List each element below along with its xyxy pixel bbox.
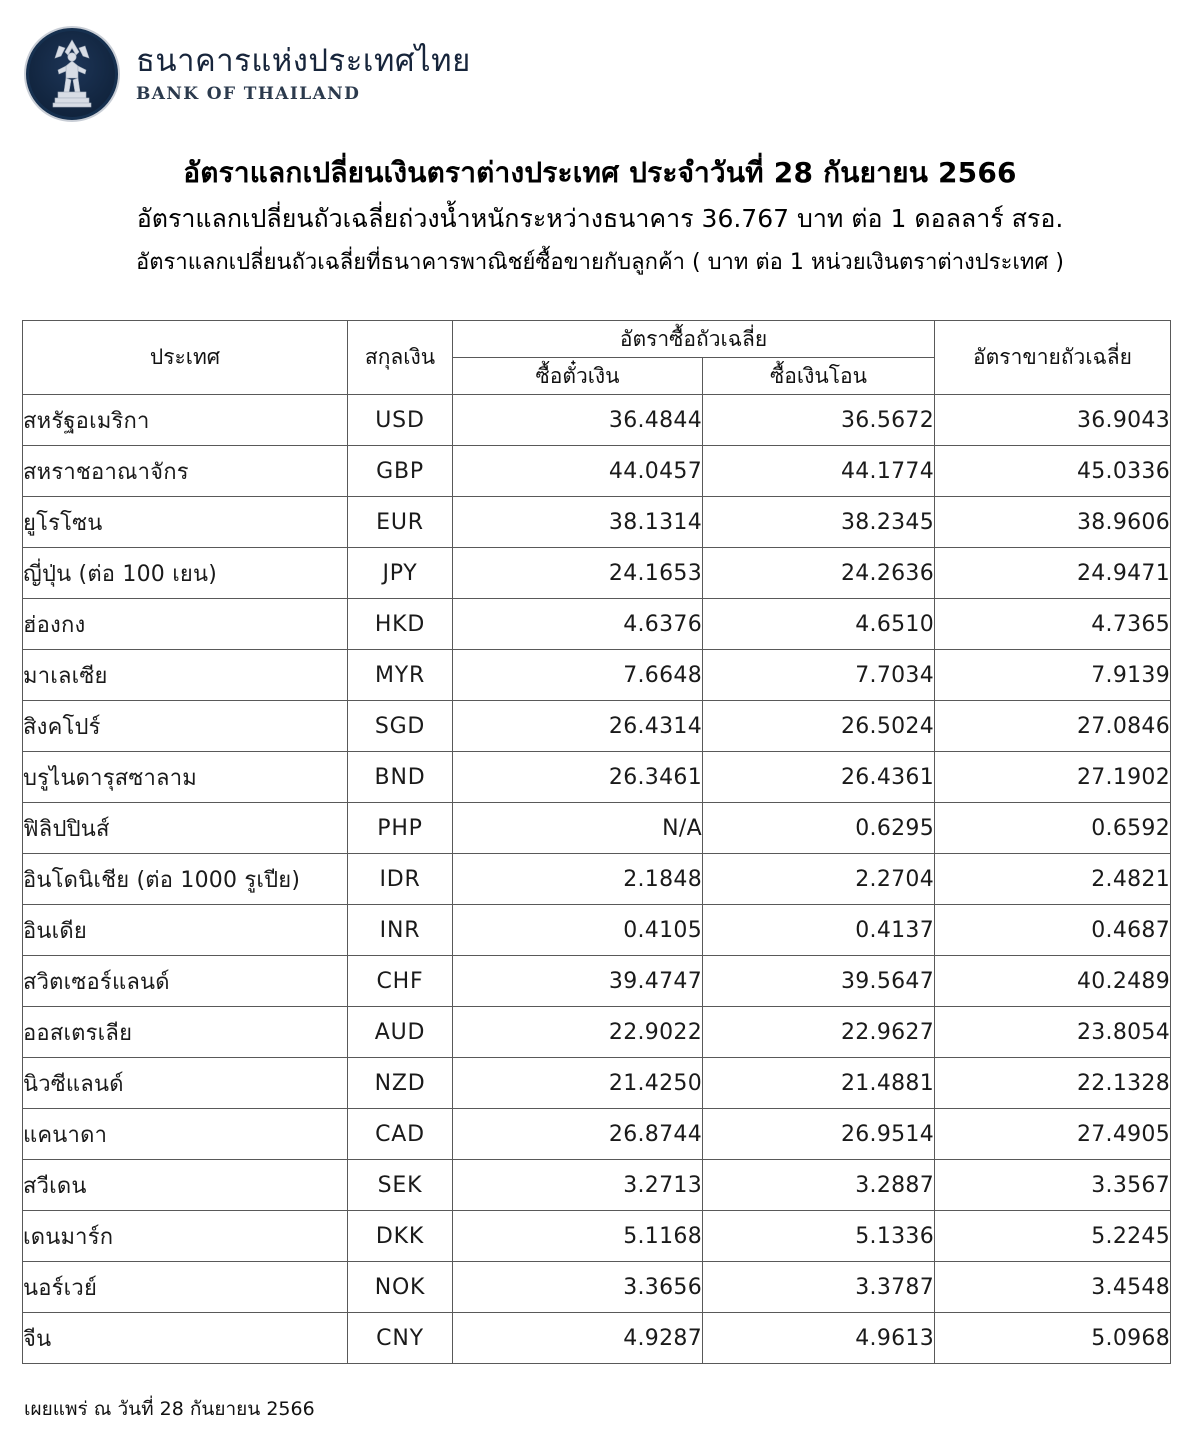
cell-buy-transfer-rate: 21.4881 xyxy=(703,1058,935,1109)
cell-buy-bill-rate: 4.6376 xyxy=(453,599,703,650)
cell-buy-bill-rate: 2.1848 xyxy=(453,854,703,905)
cell-buy-bill-rate: 4.9287 xyxy=(453,1313,703,1364)
brand-name-thai: ธนาคารแห่งประเทศไทย xyxy=(136,43,471,80)
cell-buy-transfer-rate: 2.2704 xyxy=(703,854,935,905)
cell-currency-code: SGD xyxy=(348,701,453,752)
table-row xyxy=(23,1262,1171,1313)
brand-header xyxy=(24,26,471,122)
table-row xyxy=(23,701,1171,752)
cell-buy-transfer-rate: 26.9514 xyxy=(703,1109,935,1160)
cell-sell-rate: 0.4687 xyxy=(935,905,1171,956)
cell-sell-rate: 27.0846 xyxy=(935,701,1171,752)
cell-currency-code: CAD xyxy=(348,1109,453,1160)
cell-country: ฟิลิปปินส์ xyxy=(23,803,348,854)
cell-buy-transfer-rate: 0.6295 xyxy=(703,803,935,854)
cell-country: เดนมาร์ก xyxy=(23,1211,348,1262)
cell-country: อินโดนิเชีย (ต่อ 1000 รูเปีย) xyxy=(23,854,348,905)
cell-buy-transfer-rate: 26.5024 xyxy=(703,701,935,752)
exchange-rate-table-container xyxy=(22,320,1170,1364)
table-header xyxy=(23,321,1171,395)
cell-country: สวีเดน xyxy=(23,1160,348,1211)
cell-currency-code: MYR xyxy=(348,650,453,701)
cell-buy-bill-rate: 21.4250 xyxy=(453,1058,703,1109)
cell-sell-rate: 24.9471 xyxy=(935,548,1171,599)
table-body xyxy=(23,395,1171,1364)
cell-sell-rate: 3.4548 xyxy=(935,1262,1171,1313)
cell-sell-rate: 23.8054 xyxy=(935,1007,1171,1058)
table-row xyxy=(23,599,1171,650)
cell-buy-transfer-rate: 24.2636 xyxy=(703,548,935,599)
cell-sell-rate: 5.0968 xyxy=(935,1313,1171,1364)
cell-sell-rate: 36.9043 xyxy=(935,395,1171,446)
cell-buy-transfer-rate: 3.3787 xyxy=(703,1262,935,1313)
brand-name-english: BANK OF THAILAND xyxy=(136,83,361,104)
table-row xyxy=(23,1109,1171,1160)
column-header-buy-transfer: ซื้อเงินโอน xyxy=(703,358,935,395)
cell-sell-rate: 40.2489 xyxy=(935,956,1171,1007)
column-header-sell-average: อัตราขายถัวเฉลี่ย xyxy=(935,321,1171,395)
cell-country: สวิตเซอร์แลนด์ xyxy=(23,956,348,1007)
table-row xyxy=(23,1160,1171,1211)
cell-sell-rate: 0.6592 xyxy=(935,803,1171,854)
cell-currency-code: DKK xyxy=(348,1211,453,1262)
cell-sell-rate: 27.1902 xyxy=(935,752,1171,803)
cell-buy-bill-rate: 24.1653 xyxy=(453,548,703,599)
table-row xyxy=(23,1058,1171,1109)
cell-sell-rate: 27.4905 xyxy=(935,1109,1171,1160)
cell-country: ฮ่องกง xyxy=(23,599,348,650)
column-header-currency: สกุลเงิน xyxy=(348,321,453,395)
table-row xyxy=(23,548,1171,599)
cell-currency-code: NOK xyxy=(348,1262,453,1313)
cell-country: แคนาดา xyxy=(23,1109,348,1160)
cell-currency-code: INR xyxy=(348,905,453,956)
cell-buy-transfer-rate: 0.4137 xyxy=(703,905,935,956)
cell-country: นอร์เวย์ xyxy=(23,1262,348,1313)
cell-buy-bill-rate: 36.4844 xyxy=(453,395,703,446)
cell-buy-transfer-rate: 5.1336 xyxy=(703,1211,935,1262)
bank-of-thailand-seal-icon xyxy=(24,26,120,122)
cell-buy-bill-rate: 22.9022 xyxy=(453,1007,703,1058)
cell-currency-code: CNY xyxy=(348,1313,453,1364)
cell-buy-bill-rate: 26.8744 xyxy=(453,1109,703,1160)
cell-country: สหรัฐอเมริกา xyxy=(23,395,348,446)
table-row xyxy=(23,497,1171,548)
cell-currency-code: AUD xyxy=(348,1007,453,1058)
cell-sell-rate: 3.3567 xyxy=(935,1160,1171,1211)
cell-buy-bill-rate: 39.4747 xyxy=(453,956,703,1007)
cell-sell-rate: 5.2245 xyxy=(935,1211,1171,1262)
cell-country: มาเลเซีย xyxy=(23,650,348,701)
page-title: อัตราแลกเปลี่ยนเงินตราต่างประเทศ ประจำวันที่ 28 กันยายน 2566 xyxy=(183,156,1017,189)
cell-country: ออสเตรเลีย xyxy=(23,1007,348,1058)
cell-country: ยูโรโซน xyxy=(23,497,348,548)
commercial-rate-subtitle: อัตราแลกเปลี่ยนถัวเฉลี่ยที่ธนาคารพาณิชย์ซื้อขายกับลูกค้า ( บาท ต่อ 1 หน่วยเงินตราต่างประเทศ ) xyxy=(136,249,1064,275)
published-date-note: เผยแพร่ ณ วันที่ 28 กันยายน 2566 xyxy=(24,1398,315,1420)
table-row xyxy=(23,395,1171,446)
cell-buy-transfer-rate: 36.5672 xyxy=(703,395,935,446)
cell-currency-code: NZD xyxy=(348,1058,453,1109)
cell-currency-code: JPY xyxy=(348,548,453,599)
cell-buy-bill-rate: N/A xyxy=(453,803,703,854)
column-header-buy-group: อัตราซื้อถัวเฉลี่ย xyxy=(453,321,935,358)
column-header-country: ประเทศ xyxy=(23,321,348,395)
cell-currency-code: IDR xyxy=(348,854,453,905)
cell-currency-code: HKD xyxy=(348,599,453,650)
header-row-top xyxy=(23,321,1171,358)
document-titles xyxy=(0,155,1200,277)
table-row xyxy=(23,905,1171,956)
cell-currency-code: USD xyxy=(348,395,453,446)
cell-currency-code: GBP xyxy=(348,446,453,497)
cell-sell-rate: 38.9606 xyxy=(935,497,1171,548)
cell-buy-transfer-rate: 7.7034 xyxy=(703,650,935,701)
cell-currency-code: BND xyxy=(348,752,453,803)
cell-currency-code: SEK xyxy=(348,1160,453,1211)
cell-currency-code: EUR xyxy=(348,497,453,548)
cell-buy-transfer-rate: 22.9627 xyxy=(703,1007,935,1058)
cell-buy-bill-rate: 3.3656 xyxy=(453,1262,703,1313)
cell-buy-bill-rate: 5.1168 xyxy=(453,1211,703,1262)
cell-country: นิวซีแลนด์ xyxy=(23,1058,348,1109)
table-row xyxy=(23,956,1171,1007)
cell-country: อินเดีย xyxy=(23,905,348,956)
cell-buy-transfer-rate: 26.4361 xyxy=(703,752,935,803)
table-row xyxy=(23,650,1171,701)
brand-text xyxy=(136,44,471,104)
table-row xyxy=(23,1211,1171,1262)
interbank-rate-subtitle: อัตราแลกเปลี่ยนถัวเฉลี่ยถ่วงน้ำหนักระหว่างธนาคาร 36.767 บาท ต่อ 1 ดอลลาร์ สรอ. xyxy=(136,204,1064,234)
cell-buy-bill-rate: 0.4105 xyxy=(453,905,703,956)
cell-buy-transfer-rate: 38.2345 xyxy=(703,497,935,548)
cell-country: สิงคโปร์ xyxy=(23,701,348,752)
cell-sell-rate: 4.7365 xyxy=(935,599,1171,650)
table-row xyxy=(23,1007,1171,1058)
cell-sell-rate: 2.4821 xyxy=(935,854,1171,905)
cell-buy-bill-rate: 26.3461 xyxy=(453,752,703,803)
cell-buy-bill-rate: 3.2713 xyxy=(453,1160,703,1211)
table-row xyxy=(23,446,1171,497)
cell-buy-transfer-rate: 39.5647 xyxy=(703,956,935,1007)
cell-buy-bill-rate: 44.0457 xyxy=(453,446,703,497)
table-row xyxy=(23,752,1171,803)
cell-buy-transfer-rate: 44.1774 xyxy=(703,446,935,497)
table-row xyxy=(23,1313,1171,1364)
cell-buy-transfer-rate: 4.9613 xyxy=(703,1313,935,1364)
table-row xyxy=(23,803,1171,854)
cell-country: บรูไนดารุสซาลาม xyxy=(23,752,348,803)
cell-sell-rate: 7.9139 xyxy=(935,650,1171,701)
exchange-rate-table xyxy=(22,320,1171,1364)
cell-buy-transfer-rate: 4.6510 xyxy=(703,599,935,650)
cell-currency-code: PHP xyxy=(348,803,453,854)
cell-buy-transfer-rate: 3.2887 xyxy=(703,1160,935,1211)
cell-sell-rate: 22.1328 xyxy=(935,1058,1171,1109)
cell-country: จีน xyxy=(23,1313,348,1364)
cell-sell-rate: 45.0336 xyxy=(935,446,1171,497)
cell-buy-bill-rate: 26.4314 xyxy=(453,701,703,752)
cell-currency-code: CHF xyxy=(348,956,453,1007)
column-header-buy-bill: ซื้อตั๋วเงิน xyxy=(453,358,703,395)
cell-buy-bill-rate: 7.6648 xyxy=(453,650,703,701)
cell-country: ญี่ปุ่น (ต่อ 100 เยน) xyxy=(23,548,348,599)
cell-country: สหราชอาณาจักร xyxy=(23,446,348,497)
table-row xyxy=(23,854,1171,905)
cell-buy-bill-rate: 38.1314 xyxy=(453,497,703,548)
